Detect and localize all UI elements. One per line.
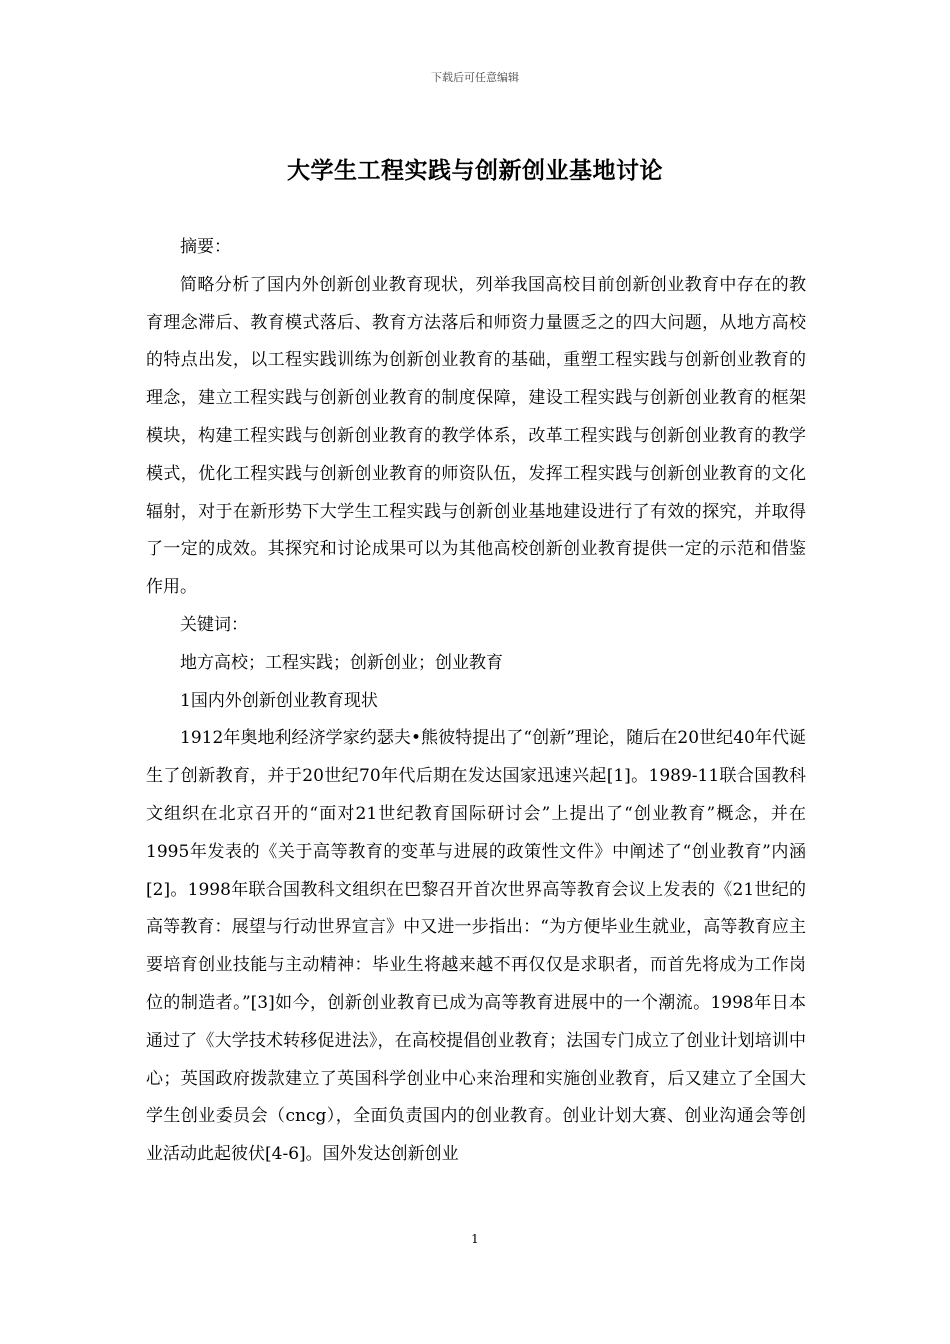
abstract-text: 简略分析了国内外创新创业教育现状，列举我国高校目前创新创业教育中存在的教育理念滞后、教育模式落后、教育方法落后和师资力量匮乏之的四大问题，从地方高校的特点出发，以工程实践训练为创新创业教育的基础，重塑工程实践与创新创业教育的理念，建立工程实践与创新创业教育的制度保障，建设工程实践与创新创业教育的框架模块，构建工程实践与创新创业教育的教学体系，改革工程实践与创新创业教育的教学模式，优化工程实践与创新创业教育的师资队伍，发挥工程实践与创新创业教育的文化辐射，对于在新形势下大学生工程实践与创新创业基地建设进行了有效的探究，并取得了一定的成效。其探究和讨论成果可以为其他高校创新创业教育提供一定的示范和借鉴作用。 <box>146 274 806 598</box>
abstract-label: 摘要： <box>180 237 231 257</box>
page-header-note: 下载后可任意编辑 <box>431 71 519 84</box>
keywords-text: 地方高校；工程实践；创新创业；创业教育 <box>180 652 503 673</box>
keywords-label: 关键词： <box>180 614 248 635</box>
document-title: 大学生工程实践与创新创业基地讨论 <box>287 157 663 184</box>
page-number: 1 <box>471 1232 479 1246</box>
section-paragraph: 1912年奥地利经济学家约瑟夫•熊彼特提出了“创新”理论，随后在20世纪40年代诞生了创新教育，并于20世纪70年代后期在发达国家迅速兴起[1]。1989-11联合国教科文组织在北京召开的“面对21世纪教育国际研讨会”上提出了“创业教育”概念，并在1995年发表的《关于高等教育的变革与进展的政策性文件》中阐述了“创业教育”内涵[2]。1998年联合国教科文组织在巴黎召开首次世界高等教育会议上发表的《21世纪的高等教育：展望与行动世界宣言》中又进一步指出：“为方便毕业生就业，高等教育应主要培育创业技能与主动精神：毕业生将越来越不再仅仅是求职者，而首先将成为工作岗位的制造者。”[3]如今，创新创业教育已成为高等教育进展中的一个潮流。1998年日本通过了《大学技术转移促进法》，在高校提倡创业教育；法国专门成立了创业计划培训中心；英国政府拨款建立了英国科学创业中心来治理和实施创业教育，后又建立了全国大学生创业委员会（cncg），全面负责国内的创业教育。创业计划大赛、创业沟通会等创业活动此起彼伏[4-6]。国外发达创新创业 <box>146 728 806 1165</box>
section-heading: 1国内外创新创业教育现状 <box>180 690 378 711</box>
document-body <box>146 229 806 1174</box>
